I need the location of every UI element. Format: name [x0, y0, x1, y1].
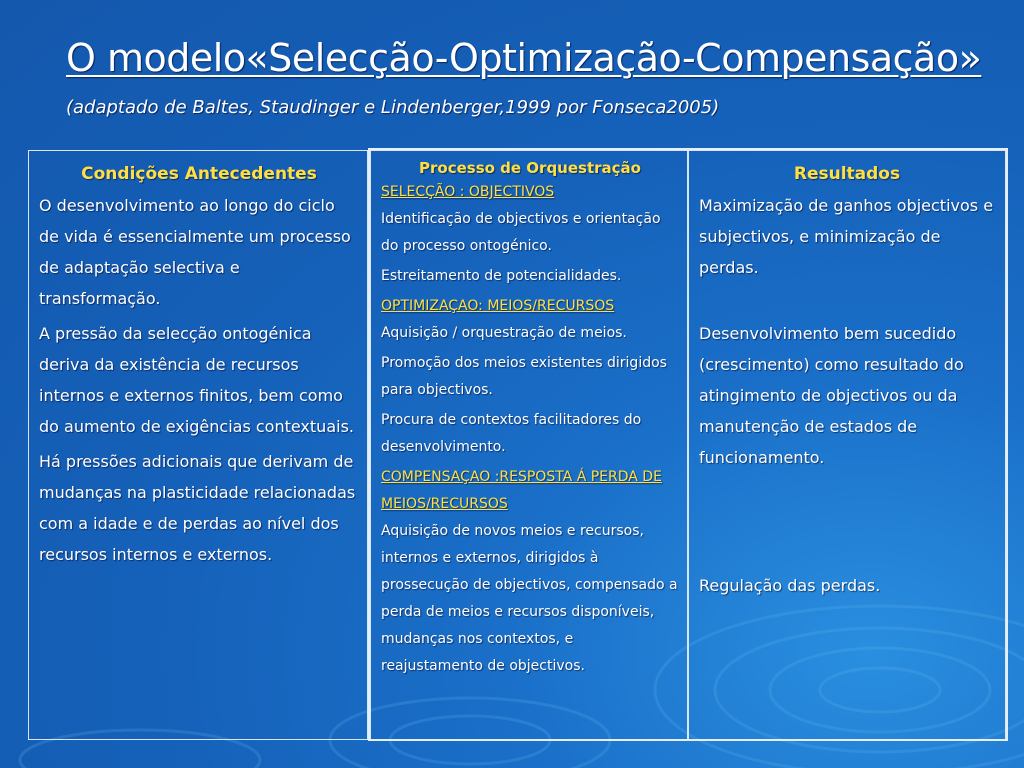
- section-heading-optimization: OPTIMIZAÇAO: MEIOS/RECURSOS: [381, 298, 615, 314]
- column-results: [688, 150, 1006, 740]
- list-item: Estreitamento de potencialidades.: [381, 268, 622, 284]
- list-item: Promoção dos meios existentes dirigidos para objectivos.: [381, 355, 667, 398]
- column-orchestration-process: [370, 150, 688, 740]
- page-subtitle: (adaptado de Baltes, Staudinger e Lindenberger,1999 por Fonseca2005): [66, 97, 720, 118]
- column-heading: Processo de Orquestração: [419, 159, 641, 177]
- section-heading-compensation: COMPENSAÇAO :RESPOSTA Á PERDA DE MEIOS/RECURSOS: [381, 469, 662, 512]
- column-heading: Resultados: [793, 164, 901, 184]
- page-title: O modelo«Selecção-Optimização-Compensação»: [66, 36, 982, 80]
- paragraph: Maximização de ganhos objectivos e subjectivos, e minimização de perdas.: [699, 196, 994, 277]
- paragraph: Desenvolvimento bem sucedido (crescimento) como resultado do atingimento de objectivos ou da manutenção de estados de funcionamento.: [699, 324, 964, 467]
- list-item: Procura de contextos facilitadores do desenvolvimento.: [381, 412, 642, 455]
- paragraph: Há pressões adicionais que derivam de mudanças na plasticidade relacionadas com a idade e de perdas ao nível dos recursos internos e externos.: [39, 452, 356, 564]
- column-heading: Condições Antecedentes: [81, 164, 317, 184]
- list-item: Aquisição de novos meios e recursos, internos e externos, dirigidos à prossecução de objectivos, compensado a perda de meios e recursos disponíveis, mudanças nos contextos, e reajustamento de objectivos.: [381, 523, 678, 674]
- paragraph: Regulação das perdas.: [699, 576, 881, 595]
- paragraph: A pressão da selecção ontogénica deriva da existência de recursos internos e externos finitos, bem como do aumento de exigências contextuais.: [39, 324, 354, 436]
- list-item: Identificação de objectivos e orientação do processo ontogénico.: [381, 211, 661, 254]
- column-antecedent-conditions: [28, 150, 368, 740]
- paragraph: O desenvolvimento ao longo do ciclo de vida é essencialmente um processo de adaptação selectiva e transformação.: [39, 196, 351, 308]
- list-item: Aquisição / orquestração de meios.: [381, 325, 627, 341]
- section-heading-selection: SELECÇÃO : OBJECTIVOS: [381, 184, 555, 200]
